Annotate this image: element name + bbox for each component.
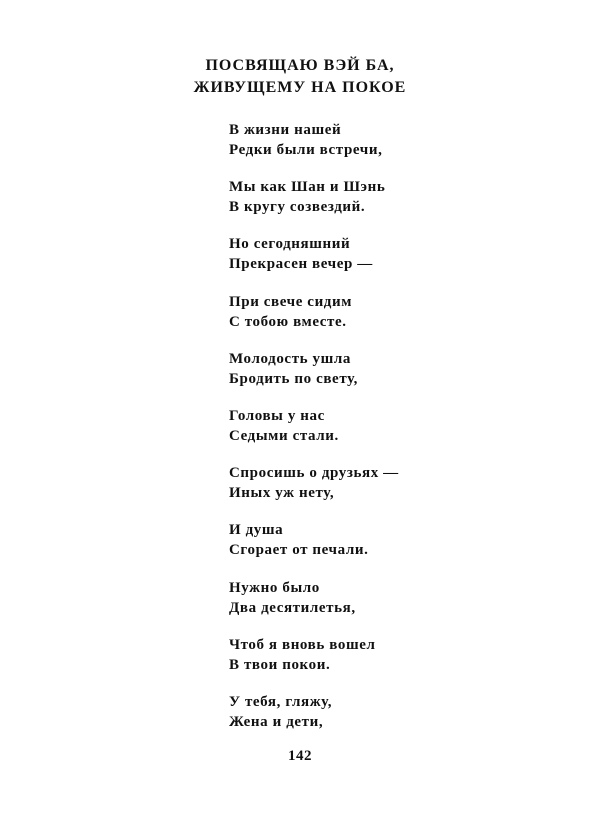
verse-line: Бродить по свету, (229, 370, 359, 387)
verse-line: Седыми стали. (229, 427, 339, 444)
verse-line: Чтоб я вновь вошел (229, 636, 376, 653)
stanza (229, 349, 569, 406)
page-number: 142 (288, 748, 312, 764)
verse-line: В кругу созвездий. (229, 199, 366, 216)
verse-line: Нужно было (229, 579, 320, 596)
poem-title-line: ПОСВЯЩАЮ ВЭЙ БА, (205, 57, 395, 74)
stanza (229, 578, 569, 635)
verse-line: Прекрасен вечер — (229, 256, 373, 273)
stanza (229, 463, 569, 520)
verse-line: Головы у нас (229, 407, 325, 424)
verse-line: Жена и дети, (229, 713, 324, 730)
verse-line: Сгорает от печали. (229, 542, 369, 559)
verse-line: Молодость ушла (229, 350, 352, 367)
stanza (229, 234, 569, 291)
verse-line: Иных уж нету, (229, 485, 335, 502)
poem-title (0, 55, 600, 99)
poem-body (229, 120, 569, 749)
stanza (229, 406, 569, 463)
stanza (229, 120, 569, 177)
stanza (229, 292, 569, 349)
verse-line: Мы как Шан и Шэнь (229, 179, 386, 196)
verse-line: Спросишь о друзьях — (229, 465, 399, 482)
stanza (229, 635, 569, 692)
verse-line: Два десятилетья, (229, 599, 356, 616)
poem-title-line: ЖИВУЩЕМУ НА ПОКОЕ (193, 79, 407, 96)
verse-line: И душа (229, 522, 284, 539)
verse-line: Редки были встречи, (229, 142, 383, 158)
verse-line: Но сегодняшний (229, 236, 351, 253)
verse-line: У тебя, гляжу, (229, 693, 333, 710)
verse-line: В жизни нашей (229, 122, 342, 138)
verse-line: С тобою вместе. (229, 313, 347, 330)
verse-line: При свече сидим (229, 293, 353, 310)
stanza (229, 177, 569, 234)
stanza (229, 692, 569, 749)
stanza (229, 520, 569, 577)
verse-line: В твои покои. (229, 656, 331, 673)
